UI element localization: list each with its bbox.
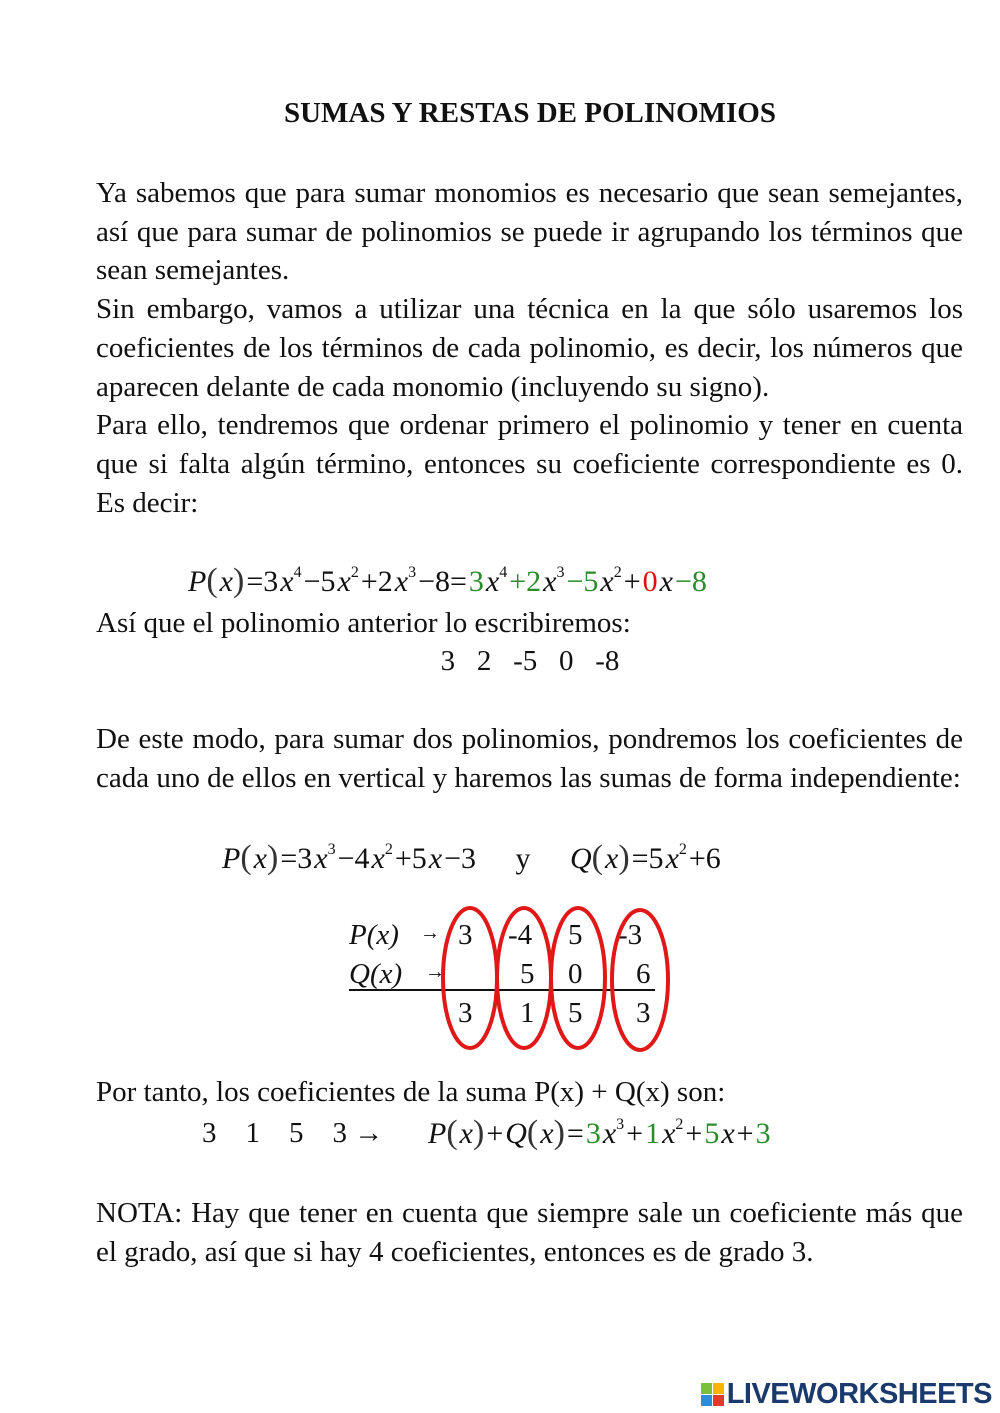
arrow-icon: → bbox=[425, 961, 445, 983]
equation-term: + bbox=[685, 1117, 703, 1150]
sum-coefficients: 3 1 5 3 → bbox=[202, 1117, 384, 1149]
exponent: 3 bbox=[408, 564, 417, 581]
variable: Q bbox=[569, 842, 592, 875]
liveworksheets-logo bbox=[701, 1378, 992, 1411]
coefficient-line: 3 2 -5 0 -8 bbox=[440, 645, 620, 677]
variable: x bbox=[540, 1117, 554, 1150]
variable: x bbox=[371, 842, 385, 875]
equation-term: ) bbox=[618, 839, 630, 876]
table-cell: 1 bbox=[520, 997, 535, 1029]
variable: x bbox=[485, 565, 500, 598]
exponent: 2 bbox=[350, 564, 359, 581]
equation-term: + bbox=[736, 1117, 754, 1150]
column-ellipse bbox=[443, 908, 497, 1048]
variable: x bbox=[314, 842, 328, 875]
equation-term: = bbox=[566, 1117, 584, 1150]
variable: x bbox=[600, 565, 614, 598]
exponent: 3 bbox=[556, 564, 565, 581]
variable: x bbox=[659, 565, 673, 598]
equation-term: −5 bbox=[303, 565, 336, 598]
equation-term: ( bbox=[206, 562, 218, 599]
equation-3 bbox=[428, 1113, 771, 1154]
equation-term: 3 bbox=[755, 1117, 771, 1150]
variable: P bbox=[188, 565, 207, 598]
table-cell: -3 bbox=[618, 919, 643, 951]
equation-term: −3 bbox=[444, 842, 476, 875]
por-tanto-line: Por tanto, los coeficientes de la suma P(x) + Q(x) son: bbox=[96, 1076, 726, 1108]
column-ellipse bbox=[497, 908, 551, 1048]
exponent: 3 bbox=[327, 841, 336, 858]
table-cell: 5 bbox=[568, 919, 583, 951]
table-cell: 3 bbox=[636, 997, 651, 1029]
logo-text: LIVEWORKSHEETS bbox=[726, 1378, 992, 1410]
arrow-icon: → bbox=[420, 922, 440, 944]
exponent: 2 bbox=[675, 1116, 684, 1133]
equation-term: +2 bbox=[509, 565, 542, 598]
equation-term: 3 bbox=[468, 565, 484, 598]
equation-term: + bbox=[623, 565, 641, 598]
variable: P bbox=[428, 1117, 447, 1150]
equation-term: =3 bbox=[280, 842, 313, 875]
equation-term: 1 bbox=[645, 1117, 661, 1150]
equation-term: +2 bbox=[360, 565, 393, 598]
table-cell: 5 bbox=[568, 997, 583, 1029]
equation-term: ) bbox=[553, 1114, 565, 1151]
variable: x bbox=[428, 842, 443, 875]
note-paragraph: NOTA: Hay que tener en cuenta que siempre sale un coeficiente más que el grado, así que si hay 4 coeficientes, entonces es de grado 3. bbox=[96, 1197, 963, 1268]
variable: x bbox=[337, 565, 351, 598]
table-cell: 6 bbox=[636, 958, 651, 990]
paragraph-3: Para ello, tendremos que ordenar primero el polinomio y tener en cuenta que si falta algún término, entonces su coeficiente correspondiente es 0. Es decir: bbox=[96, 409, 963, 519]
paragraph-4: De este modo, para sumar dos polinomios, pondremos los coeficientes de cada uno de ellos en vertical y haremos las sumas de forma independiente: bbox=[96, 723, 963, 794]
variable: x bbox=[602, 1117, 617, 1150]
exponent: 2 bbox=[678, 841, 687, 858]
exponent: 2 bbox=[613, 564, 622, 581]
variable: P bbox=[222, 842, 241, 875]
equation-term: ) bbox=[232, 562, 245, 599]
equation-term: 5 bbox=[704, 1117, 720, 1150]
equation-term: 3 bbox=[585, 1117, 601, 1150]
equation-term: +5 bbox=[394, 842, 427, 875]
equation-term: −5 bbox=[566, 565, 599, 598]
equation-term: + bbox=[626, 1117, 644, 1150]
table-cell: -4 bbox=[508, 919, 533, 951]
equation-term: −8= bbox=[418, 565, 467, 598]
variable: x bbox=[721, 1117, 735, 1150]
p-label: P(x) bbox=[349, 919, 399, 951]
table-cell: 3 bbox=[458, 919, 473, 951]
q-label: Q(x) bbox=[349, 958, 403, 990]
table-cell: 0 bbox=[568, 958, 583, 990]
line-asi: Así que el polinomio anterior lo escribiremos: bbox=[96, 607, 631, 639]
equation-term: −4 bbox=[337, 842, 370, 875]
variable: Q bbox=[505, 1117, 527, 1150]
exponent: 4 bbox=[293, 564, 302, 581]
equation-term: ) bbox=[266, 839, 279, 876]
equation-term: y bbox=[477, 842, 568, 875]
exponent: 2 bbox=[384, 841, 393, 858]
variable: x bbox=[253, 842, 267, 875]
column-ellipse bbox=[612, 910, 668, 1050]
variable: x bbox=[394, 565, 409, 598]
equation-term: ( bbox=[446, 1114, 458, 1151]
equation-term: ( bbox=[591, 839, 603, 876]
logo-cube-icon bbox=[701, 1383, 724, 1406]
equation-term: =5 bbox=[631, 842, 664, 875]
equation-term: =3 bbox=[246, 565, 279, 598]
table-cell: 5 bbox=[520, 958, 535, 990]
variable: x bbox=[459, 1117, 473, 1150]
variable: x bbox=[219, 565, 233, 598]
equation-term: ( bbox=[526, 1114, 539, 1151]
exponent: 3 bbox=[616, 1116, 625, 1133]
equation-term: 0 bbox=[642, 565, 658, 598]
variable: x bbox=[665, 842, 679, 875]
variable: x bbox=[662, 1117, 676, 1150]
paragraph-1: Ya sabemos que para sumar monomios es necesario que sean semejantes, así que para sumar de polinomios se puede ir agrupando los términos que sean semejantes. bbox=[96, 177, 963, 287]
page-title: SUMAS Y RESTAS DE POLINOMIOS bbox=[283, 97, 776, 129]
equation-term: +6 bbox=[688, 842, 721, 875]
table-cell: 3 bbox=[458, 997, 473, 1029]
equation-term: ( bbox=[240, 839, 252, 876]
variable: x bbox=[604, 842, 619, 875]
equation-term: + bbox=[486, 1117, 504, 1150]
paragraph-2: Sin embargo, vamos a utilizar una técnica en la que sólo usaremos los coeficientes de los términos de cada polinomio, es decir, los números que aparecen delante de cada monomio (incluyendo su signo). bbox=[96, 293, 963, 403]
column-ellipse bbox=[551, 908, 605, 1048]
equation-term: ) bbox=[472, 1114, 485, 1151]
equation-term: −8 bbox=[674, 565, 707, 598]
exponent: 4 bbox=[499, 564, 508, 581]
variable: x bbox=[543, 565, 557, 598]
variable: x bbox=[280, 565, 294, 598]
